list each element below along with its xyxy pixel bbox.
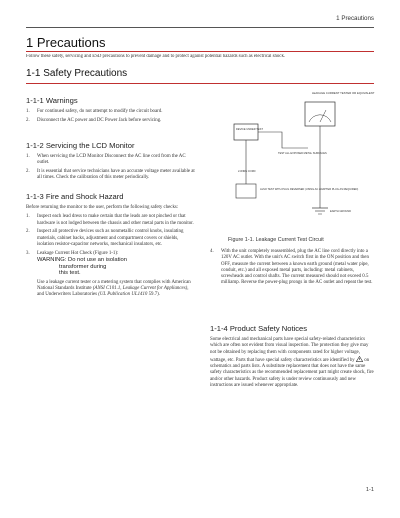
running-header: 1 Precautions xyxy=(336,15,374,22)
outlet-icon xyxy=(236,184,256,198)
servicing-section xyxy=(26,141,196,184)
list-item: 1. For continued safety, do not attempt to modify the circuit board. xyxy=(26,109,163,114)
servicing-heading: 1-1-2 Servicing the LCD Monitor xyxy=(26,141,135,150)
warning-note xyxy=(26,257,196,299)
header-divider xyxy=(26,27,374,28)
page-number: 1-1 xyxy=(365,487,374,493)
tester-paragraph: Use a leakage current tester or a metering system that complies with American National Standards Institute (ANSI C101.1, Leakage Current for Appliances), and Underwriters Laboratories (UL Publication UL1410 59.7). xyxy=(37,279,191,298)
fire-heading: 1-1-3 Fire and Shock Hazard xyxy=(26,192,124,201)
list-item: 4. With the unit completely reassembled, plug the AC line cord directly into a 120V AC outlet. With the unit's AC switch first in the ON position and then OFF, measure the current between a known earth ground (metal water pipe, conduit, etc.) and all exposed metal parts, including: metal cabinets, screwheads and control shafts. The current measured should not exceed 0.5 milliamp. Reverse the power-plug prongs in the AC outlet and repeat the test. xyxy=(210,249,373,286)
fire-intro: Before returning the monitor to the user, perform the following safety checks: xyxy=(26,205,179,210)
warnings-list xyxy=(26,109,196,124)
warnings-section xyxy=(26,96,196,127)
section-title: 1-1 Safety Precautions xyxy=(26,68,128,79)
reverse-plug-label: ALSO TEST WITH PLUG REVERSED (USING AC ADAPTER PLUG AS REQUIRED) xyxy=(260,188,359,191)
earth-ground-label: EARTH GROUND xyxy=(330,210,351,213)
fire-list xyxy=(26,214,196,257)
list-item: 3. Leakage Current Hot Check (Figure 1-1): xyxy=(26,250,119,256)
warning-line: this test. xyxy=(59,270,81,277)
warning-triangle-icon xyxy=(356,356,363,362)
chapter-intro: Follow these safety, servicing and ESD precautions to prevent damage and to protect against potential hazards such as electrical shock. xyxy=(26,54,286,59)
fire-section xyxy=(26,192,196,299)
list-item: 2. Disconnect the AC power and DC Power Jack before servicing. xyxy=(26,117,162,123)
test-all-label: TEST ALL EXPOSED METAL SURFACES xyxy=(278,152,327,155)
cord-label: 2-WIRE CORD xyxy=(238,170,256,173)
list-item: 1. When servicing the LCD Monitor Disconnect the AC line cord from the AC outlet. xyxy=(26,154,186,166)
step4-list xyxy=(210,249,375,287)
figure-caption: Figure 1-1. Leakage Current Test Circuit xyxy=(228,237,324,243)
warnings-heading: 1-1-1 Warnings xyxy=(26,96,78,105)
list-item: 2. It is essential that service technicians have an accurate voltage meter available at all times. Check the calibration of this meter periodically. xyxy=(26,169,195,181)
meter-label: LEAKAGE CURRENT TESTER OR EQUIVALENT xyxy=(312,91,375,95)
device-label: DEVICE UNDER TEST xyxy=(236,128,263,131)
step4-block xyxy=(210,249,375,289)
list-item: 2. Inspect all protective devices such as nonmetallic control knobs, insulating materials, cabinet backs, adjustment and compartment covers or shields, isolation resistor-capacitor networks, mechanical insulators, etc. xyxy=(26,229,184,247)
circuit-svg xyxy=(212,88,377,233)
servicing-list xyxy=(26,154,196,182)
list-item: 1. Inspect each lead dress to make certain that the leads are not pinched or that hardware is not lodged between the chassis and other metal parts in the monitor. xyxy=(26,214,194,226)
chapter-title: 1 Precautions xyxy=(26,35,106,50)
warning-line: WARNING: Do not use an isolation xyxy=(37,257,127,264)
notices-paragraph: Some electrical and mechanical parts have special safety-related characteristics which are often not evident from visual inspection. The protection they give may not be obtained by replacing them with components rated for higher voltage, wattage, etc. Parts that have special safety characteristics are identified by on schematics and parts lists. A substitute replacement that does not have the same safety characteristics as the recommended replacement part might create shock, fire and/or other hazards. Product safety is under review continuously and new instructions are issued whenever appropriate. xyxy=(210,337,374,389)
notices-heading: 1-1-4 Product Safety Notices xyxy=(210,324,308,333)
chapter-divider xyxy=(26,51,374,52)
tester-meter-icon xyxy=(305,102,335,126)
section-divider xyxy=(26,83,374,84)
notices-section xyxy=(210,324,375,389)
warning-line: transformer during xyxy=(59,263,107,270)
leakage-test-diagram xyxy=(212,88,377,233)
device-box-icon xyxy=(234,124,258,140)
probe-wire-icon xyxy=(258,132,308,148)
